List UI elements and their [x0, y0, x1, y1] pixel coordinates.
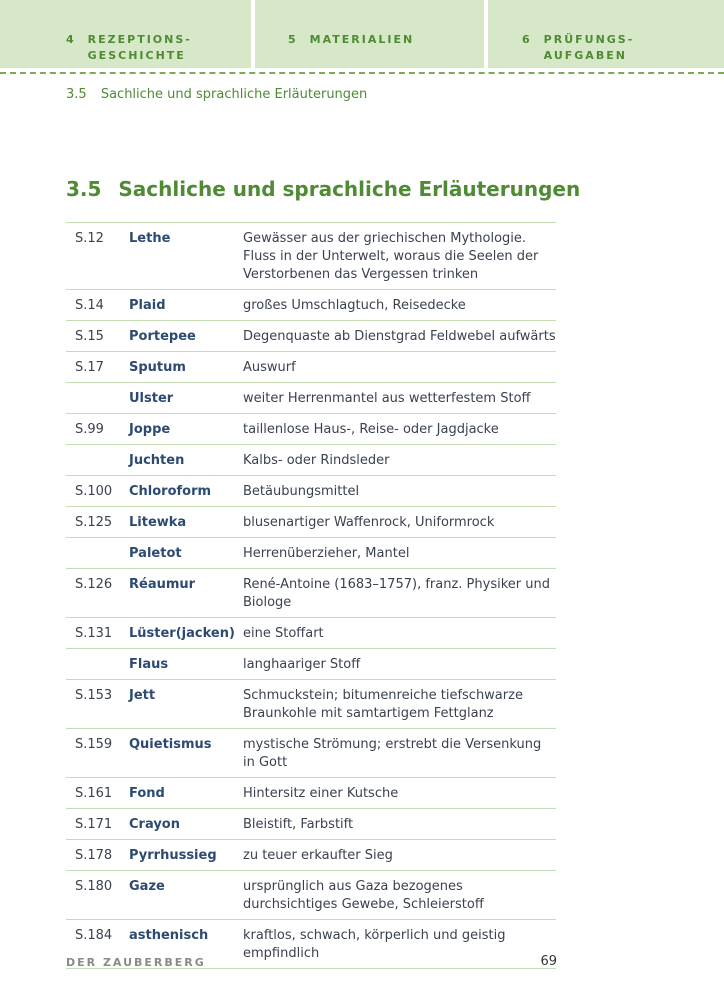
glossary-page-ref: S.14: [75, 298, 104, 313]
running-head-text: Sachliche und sprachliche Erläuterungen: [100, 87, 368, 102]
glossary-page-ref: S.12: [75, 231, 104, 246]
glossary-row: [66, 445, 556, 476]
glossary-row: [66, 618, 556, 649]
glossary-term: Plaid: [129, 298, 166, 313]
glossary-row: [66, 809, 556, 840]
glossary-row: [66, 680, 556, 729]
glossary-definition: langhaariger Stoff: [243, 657, 361, 672]
glossary-row: [66, 649, 556, 680]
glossary-page-ref: S.99: [75, 422, 104, 437]
glossary-row: [66, 290, 556, 321]
glossary-term: Fond: [129, 786, 165, 801]
glossary-definition: Auswurf: [243, 360, 296, 375]
glossary-definition: zu teuer erkaufter Sieg: [243, 848, 393, 863]
glossary-definition: René-Antoine (1683–1757), franz. Physiker und Biologe: [243, 577, 550, 610]
glossary-term: Jett: [129, 688, 156, 703]
glossary-row: [66, 778, 556, 809]
glossary-row: [66, 507, 556, 538]
tab-label: [310, 32, 415, 48]
glossary-definition: taillenlose Haus-, Reise- oder Jagdjacke: [243, 422, 499, 437]
glossary-row: [66, 538, 556, 569]
glossary-page-ref: S.159: [75, 737, 113, 752]
glossary-term: Lüster(jacken): [129, 626, 235, 641]
chapter-tab-bar: [0, 0, 724, 68]
glossary-table: [66, 222, 556, 969]
header-divider: [0, 72, 724, 74]
tab-label: [544, 32, 635, 64]
glossary-row: [66, 414, 556, 445]
running-head-number: 3.5: [66, 87, 87, 102]
glossary-term: Sputum: [129, 360, 186, 375]
glossary-page-ref: [66, 545, 129, 563]
glossary-page-ref: S.171: [75, 817, 113, 832]
glossary-term: Quietismus: [129, 737, 212, 752]
glossary-definition: Kalbs- oder Rindsleder: [243, 453, 390, 468]
glossary-page-ref: S.100: [75, 484, 113, 499]
glossary-page-ref: S.17: [75, 360, 104, 375]
glossary-page-ref: [66, 390, 129, 408]
glossary-page-ref: S.131: [75, 626, 113, 641]
glossary-term: Paletot: [129, 546, 182, 561]
glossary-page-ref: S.153: [75, 688, 113, 703]
footer-book-title: DER ZAUBERBERG: [66, 956, 206, 969]
glossary-term: Flaus: [129, 657, 169, 672]
glossary-term: Ulster: [129, 391, 174, 406]
glossary-definition: Degenquaste ab Dienstgrad Feldwebel aufwärts: [243, 329, 556, 344]
glossary-definition: Gewässer aus der griechischen Mythologie. Fluss in der Unterwelt, woraus die Seelen der Verstorbenen das Vergessen trinken: [243, 231, 539, 282]
glossary-definition: weiter Herrenmantel aus wetterfestem Stoff: [243, 391, 531, 406]
tab-label: [88, 32, 192, 64]
glossary-page-ref: [66, 452, 129, 470]
glossary-page-ref: S.184: [75, 928, 113, 943]
section-number: 3.5: [66, 177, 102, 201]
glossary-term: Chloroform: [129, 484, 212, 499]
glossary-term: Portepee: [129, 329, 196, 344]
glossary-definition: großes Umschlagtuch, Reisedecke: [243, 298, 466, 313]
glossary-page-ref: S.180: [75, 879, 113, 894]
tab-rezeptionsgeschichte[interactable]: [0, 0, 251, 68]
glossary-page-ref: [66, 656, 129, 674]
tab-number: 5: [288, 33, 298, 46]
glossary-row: [66, 383, 556, 414]
glossary-page-ref: S.15: [75, 329, 104, 344]
glossary-definition: Hintersitz einer Kutsche: [243, 786, 399, 801]
footer-page-number: 69: [540, 954, 557, 969]
glossary-definition: blusenartiger Waffenrock, Uniformrock: [243, 515, 495, 530]
tab-number: 6: [522, 33, 532, 46]
glossary-definition: Bleistift, Farbstift: [243, 817, 354, 832]
tab-pruefungsaufgaben[interactable]: [488, 0, 724, 68]
glossary-term: asthenisch: [129, 928, 209, 943]
glossary-row: [66, 569, 556, 618]
glossary-page-ref: S.161: [75, 786, 113, 801]
glossary-definition: kraftlos, schwach, körperlich und geistig empfindlich: [243, 928, 506, 961]
section-title: [66, 177, 580, 201]
tab-number: 4: [66, 33, 76, 46]
glossary-definition: Herrenüberzieher, Mantel: [243, 546, 410, 561]
glossary-page-ref: S.126: [75, 577, 113, 592]
section-title-text: Sachliche und sprachliche Erläuterungen: [118, 177, 581, 201]
glossary-row: [66, 729, 556, 778]
tab-materialien[interactable]: [255, 0, 484, 68]
glossary-definition: mystische Strömung; erstrebt die Versenkung in Gott: [243, 737, 542, 770]
glossary-term: Juchten: [129, 453, 185, 468]
glossary-definition: Betäubungsmittel: [243, 484, 360, 499]
running-head: [66, 87, 367, 102]
glossary-term: Lethe: [129, 231, 171, 246]
glossary-page-ref: S.178: [75, 848, 113, 863]
glossary-definition: eine Stoffart: [243, 626, 324, 641]
glossary-definition: Schmuckstein; bitumenreiche tiefschwarze Braunkohle mit samtartigem Fettglanz: [243, 688, 523, 721]
glossary-row: [66, 352, 556, 383]
tab-label-text: PRÜFUNGS- AUFGABEN: [543, 33, 635, 62]
glossary-row: [66, 840, 556, 871]
tab-label-text: REZEPTIONS- GESCHICHTE: [87, 33, 192, 62]
glossary-row: [66, 476, 556, 507]
glossary-term: Joppe: [129, 422, 171, 437]
glossary-row: [66, 223, 556, 290]
tab-label-text: MATERIALIEN: [309, 33, 415, 46]
glossary-page-ref: S.125: [75, 515, 113, 530]
glossary-term: Réaumur: [129, 577, 196, 592]
glossary-term: Litewka: [129, 515, 187, 530]
glossary-term: Crayon: [129, 817, 180, 832]
glossary-definition: ursprünglich aus Gaza bezogenes durchsichtiges Gewebe, Schleierstoff: [243, 879, 484, 912]
glossary-row: [66, 321, 556, 352]
glossary-term: Gaze: [129, 879, 165, 894]
glossary-row: [66, 871, 556, 920]
glossary-term: Pyrrhussieg: [129, 848, 217, 863]
